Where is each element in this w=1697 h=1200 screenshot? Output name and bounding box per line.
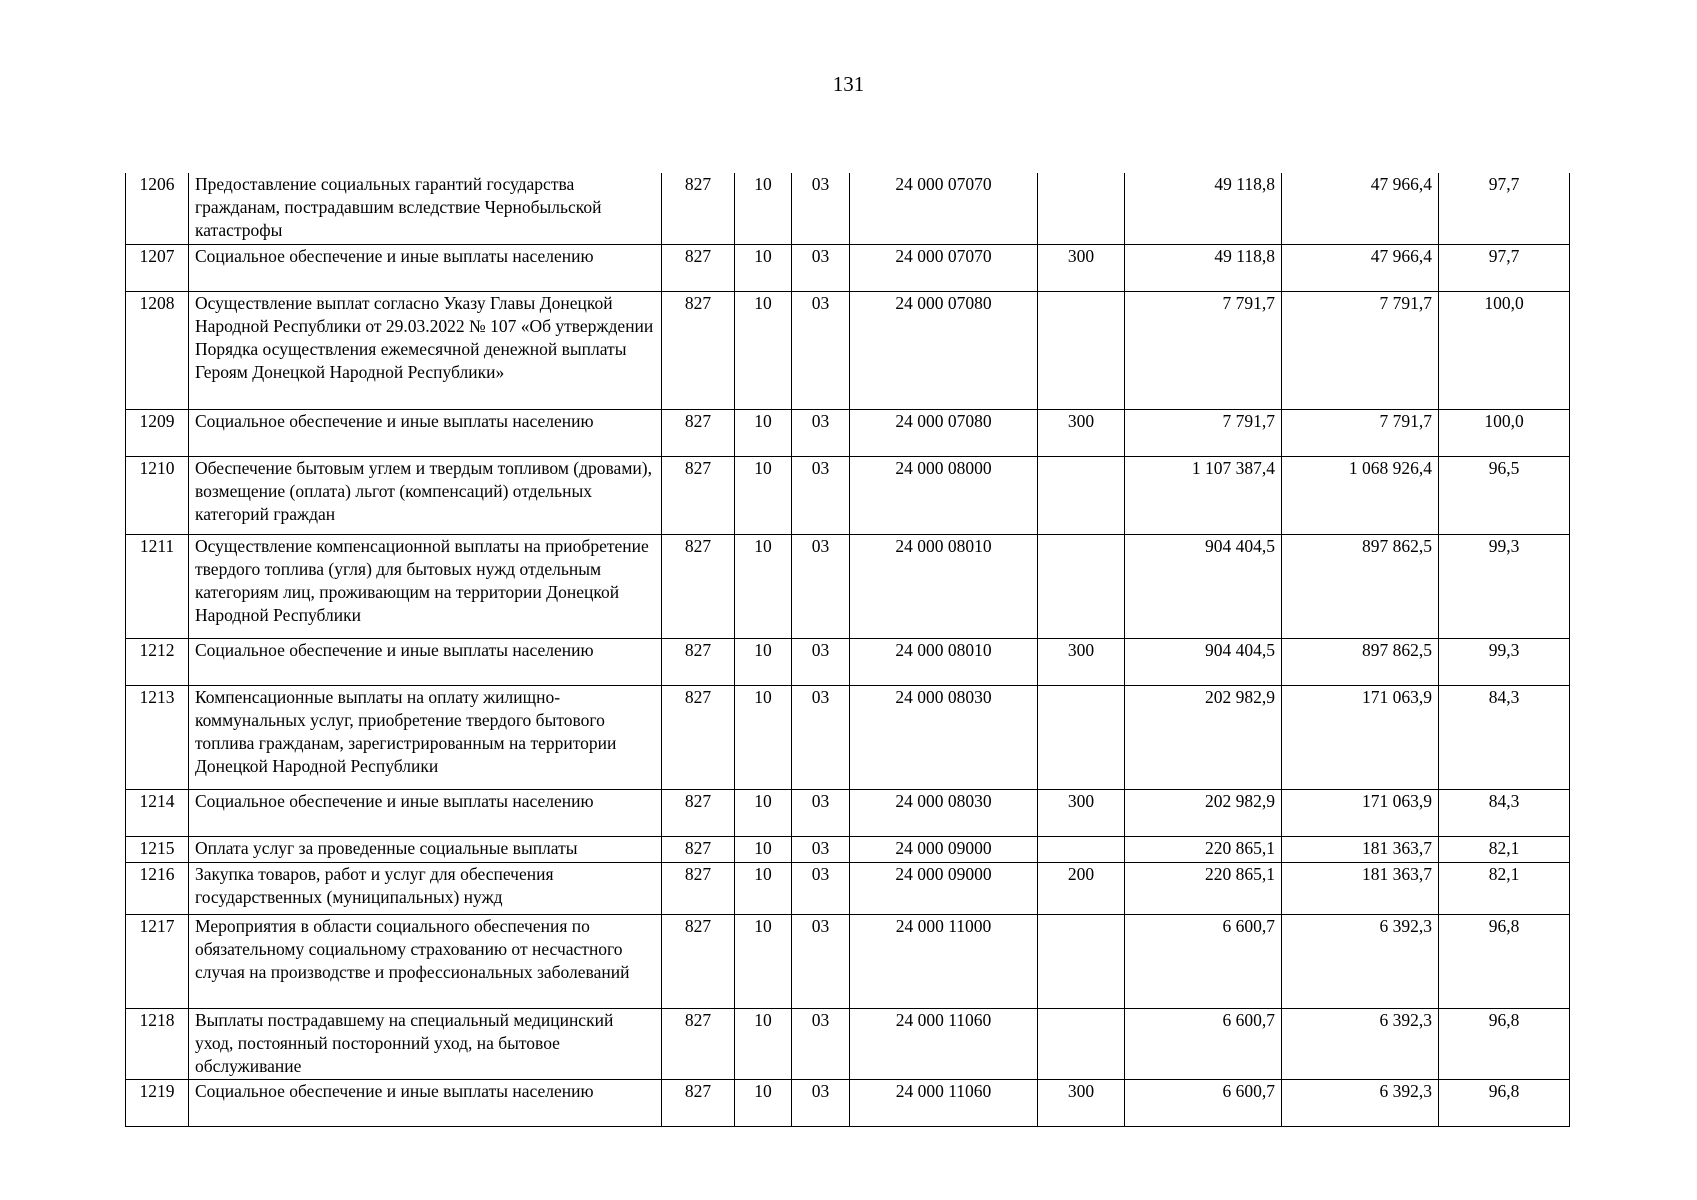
department-code-cell: 827	[662, 456, 735, 534]
section-code-cell: 10	[735, 173, 792, 244]
target-item-code-cell: 24 000 09000	[850, 862, 1038, 914]
execution-percent-cell: 82,1	[1439, 836, 1570, 862]
target-item-code-cell: 24 000 08010	[850, 638, 1038, 685]
planned-amount-cell: 202 982,9	[1125, 789, 1282, 836]
section-code-cell: 10	[735, 789, 792, 836]
actual-amount-cell: 47 966,4	[1282, 173, 1439, 244]
page-number: 131	[832, 72, 865, 96]
department-code-cell: 827	[662, 638, 735, 685]
row-number-cell: 1217	[126, 914, 189, 1008]
actual-amount-cell: 181 363,7	[1282, 862, 1439, 914]
actual-amount-cell: 47 966,4	[1282, 244, 1439, 291]
target-item-code-cell: 24 000 11060	[850, 1008, 1038, 1079]
expense-type-code-cell	[1038, 173, 1125, 244]
subsection-code-cell: 03	[792, 1079, 850, 1126]
target-item-code-cell: 24 000 07070	[850, 173, 1038, 244]
actual-amount-cell: 1 068 926,4	[1282, 456, 1439, 534]
section-code-cell: 10	[735, 914, 792, 1008]
planned-amount-cell: 6 600,7	[1125, 1008, 1282, 1079]
row-number-cell: 1208	[126, 291, 189, 409]
section-code-cell: 10	[735, 1008, 792, 1079]
expense-type-code-cell: 300	[1038, 1079, 1125, 1126]
execution-percent-cell: 97,7	[1439, 244, 1570, 291]
item-name-cell: Социальное обеспечение и иные выплаты населению	[189, 789, 662, 836]
expense-type-code-cell	[1038, 456, 1125, 534]
section-code-cell: 10	[735, 862, 792, 914]
department-code-cell: 827	[662, 914, 735, 1008]
table-row	[126, 409, 1570, 456]
table-row	[126, 789, 1570, 836]
target-item-code-cell: 24 000 07070	[850, 244, 1038, 291]
expense-type-code-cell: 300	[1038, 409, 1125, 456]
row-number-cell: 1206	[126, 173, 189, 244]
section-code-cell: 10	[735, 836, 792, 862]
target-item-code-cell: 24 000 08030	[850, 789, 1038, 836]
target-item-code-cell: 24 000 11000	[850, 914, 1038, 1008]
table-row	[126, 534, 1570, 638]
actual-amount-cell: 181 363,7	[1282, 836, 1439, 862]
subsection-code-cell: 03	[792, 836, 850, 862]
planned-amount-cell: 904 404,5	[1125, 638, 1282, 685]
section-code-cell: 10	[735, 456, 792, 534]
target-item-code-cell: 24 000 11060	[850, 1079, 1038, 1126]
expense-type-code-cell: 200	[1038, 862, 1125, 914]
table-row	[126, 456, 1570, 534]
expense-type-code-cell: 300	[1038, 244, 1125, 291]
item-name-cell: Мероприятия в области социального обеспечения по обязательному социальному страхованию от несчастного случая на производстве и профессиональных заболеваний	[189, 914, 662, 1008]
subsection-code-cell: 03	[792, 291, 850, 409]
item-name-cell: Оплата услуг за проведенные социальные выплаты	[189, 836, 662, 862]
expense-type-code-cell: 300	[1038, 789, 1125, 836]
table-row	[126, 638, 1570, 685]
row-number-cell: 1216	[126, 862, 189, 914]
table-row	[126, 1079, 1570, 1126]
target-item-code-cell: 24 000 08030	[850, 685, 1038, 789]
item-name-cell: Обеспечение бытовым углем и твердым топливом (дровами), возмещение (оплата) льгот (компенсаций) отдельных категорий граждан	[189, 456, 662, 534]
execution-percent-cell: 99,3	[1439, 638, 1570, 685]
planned-amount-cell: 49 118,8	[1125, 173, 1282, 244]
item-name-cell: Выплаты пострадавшему на специальный медицинский уход, постоянный посторонний уход, на бытовое обслуживание	[189, 1008, 662, 1079]
execution-percent-cell: 97,7	[1439, 173, 1570, 244]
planned-amount-cell: 7 791,7	[1125, 291, 1282, 409]
actual-amount-cell: 897 862,5	[1282, 638, 1439, 685]
row-number-cell: 1207	[126, 244, 189, 291]
planned-amount-cell: 220 865,1	[1125, 862, 1282, 914]
actual-amount-cell: 897 862,5	[1282, 534, 1439, 638]
item-name-cell: Социальное обеспечение и иные выплаты населению	[189, 638, 662, 685]
department-code-cell: 827	[662, 173, 735, 244]
expense-type-code-cell	[1038, 291, 1125, 409]
table-row	[126, 862, 1570, 914]
actual-amount-cell: 171 063,9	[1282, 789, 1439, 836]
planned-amount-cell: 220 865,1	[1125, 836, 1282, 862]
item-name-cell: Компенсационные выплаты на оплату жилищно-коммунальных услуг, приобретение твердого бытового топлива гражданам, зарегистрированным на территории Донецкой Народной Республики	[189, 685, 662, 789]
actual-amount-cell: 6 392,3	[1282, 1079, 1439, 1126]
planned-amount-cell: 904 404,5	[1125, 534, 1282, 638]
department-code-cell: 827	[662, 244, 735, 291]
section-code-cell: 10	[735, 291, 792, 409]
expense-type-code-cell	[1038, 836, 1125, 862]
execution-percent-cell: 99,3	[1439, 534, 1570, 638]
actual-amount-cell: 7 791,7	[1282, 409, 1439, 456]
subsection-code-cell: 03	[792, 173, 850, 244]
item-name-cell: Предоставление социальных гарантий государства гражданам, пострадавшим вследствие Чернобыльской катастрофы	[189, 173, 662, 244]
row-number-cell: 1209	[126, 409, 189, 456]
expense-type-code-cell	[1038, 685, 1125, 789]
execution-percent-cell: 96,8	[1439, 1079, 1570, 1126]
execution-percent-cell: 96,5	[1439, 456, 1570, 534]
planned-amount-cell: 1 107 387,4	[1125, 456, 1282, 534]
section-code-cell: 10	[735, 638, 792, 685]
subsection-code-cell: 03	[792, 456, 850, 534]
subsection-code-cell: 03	[792, 914, 850, 1008]
actual-amount-cell: 171 063,9	[1282, 685, 1439, 789]
table-row	[126, 1008, 1570, 1079]
department-code-cell: 827	[662, 862, 735, 914]
subsection-code-cell: 03	[792, 534, 850, 638]
expense-type-code-cell	[1038, 1008, 1125, 1079]
item-name-cell: Осуществление компенсационной выплаты на приобретение твердого топлива (угля) для бытовых нужд отдельным категориям лиц, проживающим на территории Донецкой Народной Республики	[189, 534, 662, 638]
expense-type-code-cell: 300	[1038, 638, 1125, 685]
section-code-cell: 10	[735, 1079, 792, 1126]
planned-amount-cell: 7 791,7	[1125, 409, 1282, 456]
department-code-cell: 827	[662, 1008, 735, 1079]
planned-amount-cell: 202 982,9	[1125, 685, 1282, 789]
subsection-code-cell: 03	[792, 409, 850, 456]
item-name-cell: Осуществление выплат согласно Указу Главы Донецкой Народной Республики от 29.03.2022 № 107 «Об утверждении Порядка осуществления ежемесячной денежной выплаты Героям Донецкой Народной Республики»	[189, 291, 662, 409]
row-number-cell: 1213	[126, 685, 189, 789]
department-code-cell: 827	[662, 1079, 735, 1126]
execution-percent-cell: 84,3	[1439, 685, 1570, 789]
department-code-cell: 827	[662, 291, 735, 409]
section-code-cell: 10	[735, 409, 792, 456]
section-code-cell: 10	[735, 534, 792, 638]
item-name-cell: Социальное обеспечение и иные выплаты населению	[189, 409, 662, 456]
row-number-cell: 1215	[126, 836, 189, 862]
department-code-cell: 827	[662, 534, 735, 638]
item-name-cell: Закупка товаров, работ и услуг для обеспечения государственных (муниципальных) нужд	[189, 862, 662, 914]
target-item-code-cell: 24 000 07080	[850, 409, 1038, 456]
table-row	[126, 836, 1570, 862]
row-number-cell: 1210	[126, 456, 189, 534]
execution-percent-cell: 96,8	[1439, 914, 1570, 1008]
table-row	[126, 173, 1570, 244]
planned-amount-cell: 6 600,7	[1125, 1079, 1282, 1126]
table-body	[126, 173, 1570, 1126]
row-number-cell: 1212	[126, 638, 189, 685]
department-code-cell: 827	[662, 685, 735, 789]
table-row	[126, 291, 1570, 409]
item-name-cell: Социальное обеспечение и иные выплаты населению	[189, 1079, 662, 1126]
subsection-code-cell: 03	[792, 1008, 850, 1079]
actual-amount-cell: 6 392,3	[1282, 1008, 1439, 1079]
actual-amount-cell: 6 392,3	[1282, 914, 1439, 1008]
subsection-code-cell: 03	[792, 862, 850, 914]
section-code-cell: 10	[735, 244, 792, 291]
execution-percent-cell: 82,1	[1439, 862, 1570, 914]
department-code-cell: 827	[662, 789, 735, 836]
table-row	[126, 914, 1570, 1008]
item-name-cell: Социальное обеспечение и иные выплаты населению	[189, 244, 662, 291]
row-number-cell: 1214	[126, 789, 189, 836]
row-number-cell: 1218	[126, 1008, 189, 1079]
subsection-code-cell: 03	[792, 789, 850, 836]
subsection-code-cell: 03	[792, 638, 850, 685]
actual-amount-cell: 7 791,7	[1282, 291, 1439, 409]
execution-percent-cell: 100,0	[1439, 409, 1570, 456]
target-item-code-cell: 24 000 08010	[850, 534, 1038, 638]
department-code-cell: 827	[662, 836, 735, 862]
department-code-cell: 827	[662, 409, 735, 456]
subsection-code-cell: 03	[792, 685, 850, 789]
expense-type-code-cell	[1038, 914, 1125, 1008]
planned-amount-cell: 49 118,8	[1125, 244, 1282, 291]
subsection-code-cell: 03	[792, 244, 850, 291]
target-item-code-cell: 24 000 08000	[850, 456, 1038, 534]
expense-type-code-cell	[1038, 534, 1125, 638]
budget-table	[125, 173, 1570, 1127]
target-item-code-cell: 24 000 09000	[850, 836, 1038, 862]
table-row	[126, 244, 1570, 291]
row-number-cell: 1219	[126, 1079, 189, 1126]
table-row	[126, 685, 1570, 789]
execution-percent-cell: 100,0	[1439, 291, 1570, 409]
target-item-code-cell: 24 000 07080	[850, 291, 1038, 409]
execution-percent-cell: 84,3	[1439, 789, 1570, 836]
planned-amount-cell: 6 600,7	[1125, 914, 1282, 1008]
row-number-cell: 1211	[126, 534, 189, 638]
section-code-cell: 10	[735, 685, 792, 789]
execution-percent-cell: 96,8	[1439, 1008, 1570, 1079]
